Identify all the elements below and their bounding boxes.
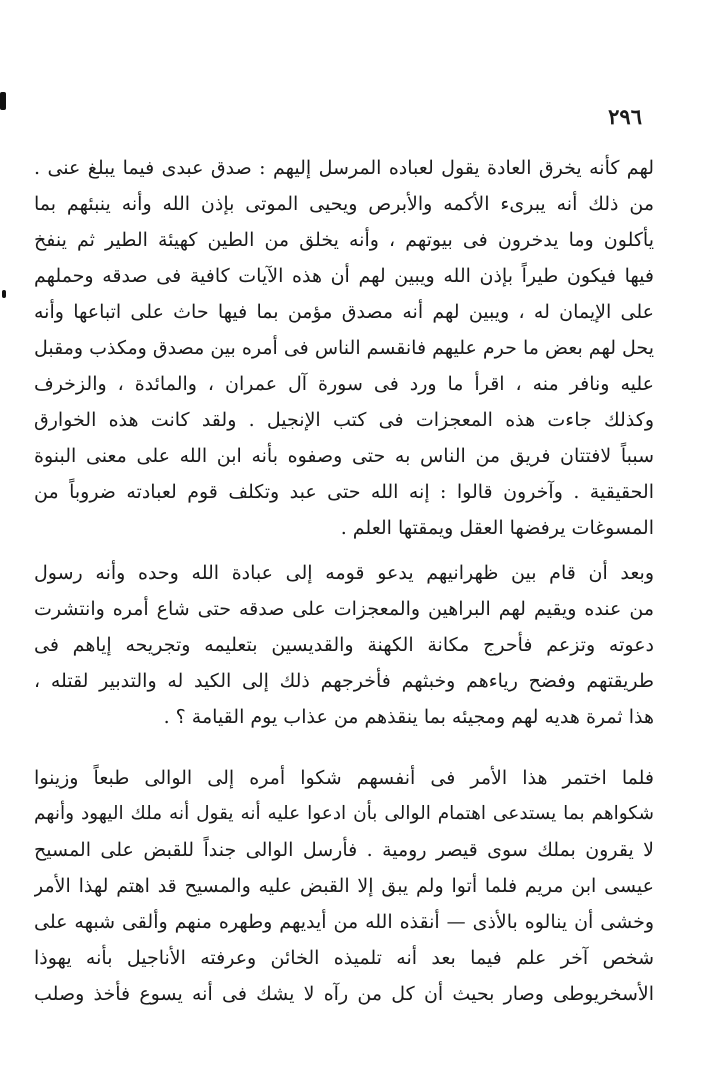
paragraph-1 <box>34 150 654 546</box>
text-line: من عنده ويقيم لهم البراهين والمعجزات على صدقه حتى شاع أمره وانتشرت <box>34 598 654 620</box>
text-line: الحقيقية . وآخرون قالوا : إنه الله حتى عبد وتكلف قوم لعبادته ضروباً من <box>34 481 654 503</box>
page-number: ٢٩٦ <box>608 104 642 129</box>
text-line: وبعد أن قام بين ظهرانيهم يدعو قومه إلى عبادة الله وحده وأنه رسول <box>34 562 654 584</box>
text-line: عيسى ابن مريم فلما أتوا ولم يبق إلا القبض عليه والمسيح قد اهتم لهذا الأمر <box>34 875 654 897</box>
text-line: شكواهم بما يستدعى اهتمام الوالى بأن ادعوا عليه أنه يقول أنه ملك اليهود وأنهم <box>34 803 654 824</box>
text-line: طريقتهم وفضح رياءهم وخبثهم فأخرجهم ذلك إلى الكيد له والتدبير لقتله ، <box>34 670 654 692</box>
text-line: دعوته وتزعم فأحرج مكانة الكهنة والقديسين بتعليمه وتجريحه إياهم فى <box>34 634 654 656</box>
binding-mark-middle <box>2 290 6 298</box>
text-line: وخشى أن ينالوه بالأذى — أنقذه الله من أيديهم وطهره منهم وألقى شبهه على <box>34 911 654 933</box>
text-line: هذا ثمرة هديه لهم ومجيئه بما ينقذهم من عذاب يوم القيامة ؟ . <box>163 706 654 728</box>
text-line: لا يقرون بملك سوى قيصر رومية . فأرسل الوالى جنداً للقبض على المسيح <box>34 839 654 861</box>
text-line: شخص آخر علم فيما بعد أنه تلميذه الخائن وعرفته الأناجيل بأنه يهوذا <box>34 947 654 969</box>
text-line: عليه ونافر منه ، اقرأ ما ورد فى سورة آل عمران ، والمائدة ، والزخرف <box>34 373 654 395</box>
text-line: وكذلك جاءت هذه المعجزات فى كتب الإنجيل . ولقد كانت هذه الخوارق <box>34 409 654 431</box>
text-line: يأكلون وما يدخرون فى بيوتهم ، وأنه يخلق من الطين كهيئة الطير ثم ينفخ <box>34 229 654 251</box>
paragraph-2 <box>34 555 654 735</box>
text-line: من ذلك أنه يبرىء الأكمه والأبرص ويحيى الموتى بإذن الله وأنه ينبئهم بما <box>34 193 654 215</box>
text-line: سبباً لافتتان فريق من الناس به حتى وصفوه بأنه ابن الله على معنى البنوة <box>34 445 654 467</box>
text-line: على الإيمان له ، ويبين لهم أنه مصدق مؤمن بما فيها حاث على اتباعها وأنه <box>34 301 654 323</box>
text-line: لهم كأنه يخرق العادة يقول لعباده المرسل إليهم : صدق عبدى فيما يبلغ عنى . <box>34 157 654 179</box>
text-line: فيها فيكون طيراً بإذن الله ويبين لهم أن هذه الآيات كافية فى صدقه وحملهم <box>34 265 654 287</box>
text-line: المسوغات يرفضها العقل ويمقتها العلم . <box>340 517 654 539</box>
text-line: يحل لهم بعض ما حرم عليهم فانقسم الناس فى أمره بين مصدق ومكذب ومقبل <box>34 337 654 359</box>
text-line: فلما اختمر هذا الأمر فى أنفسهم شكوا أمره إلى الوالى طبعاً وزينوا <box>34 767 654 789</box>
binding-mark-top <box>0 92 6 110</box>
paragraph-3 <box>34 760 654 1012</box>
text-line: الأسخريوطى وصار بحيث أن كل من رآه لا يشك فى أنه يسوع فأخذ وصلب <box>34 983 654 1005</box>
